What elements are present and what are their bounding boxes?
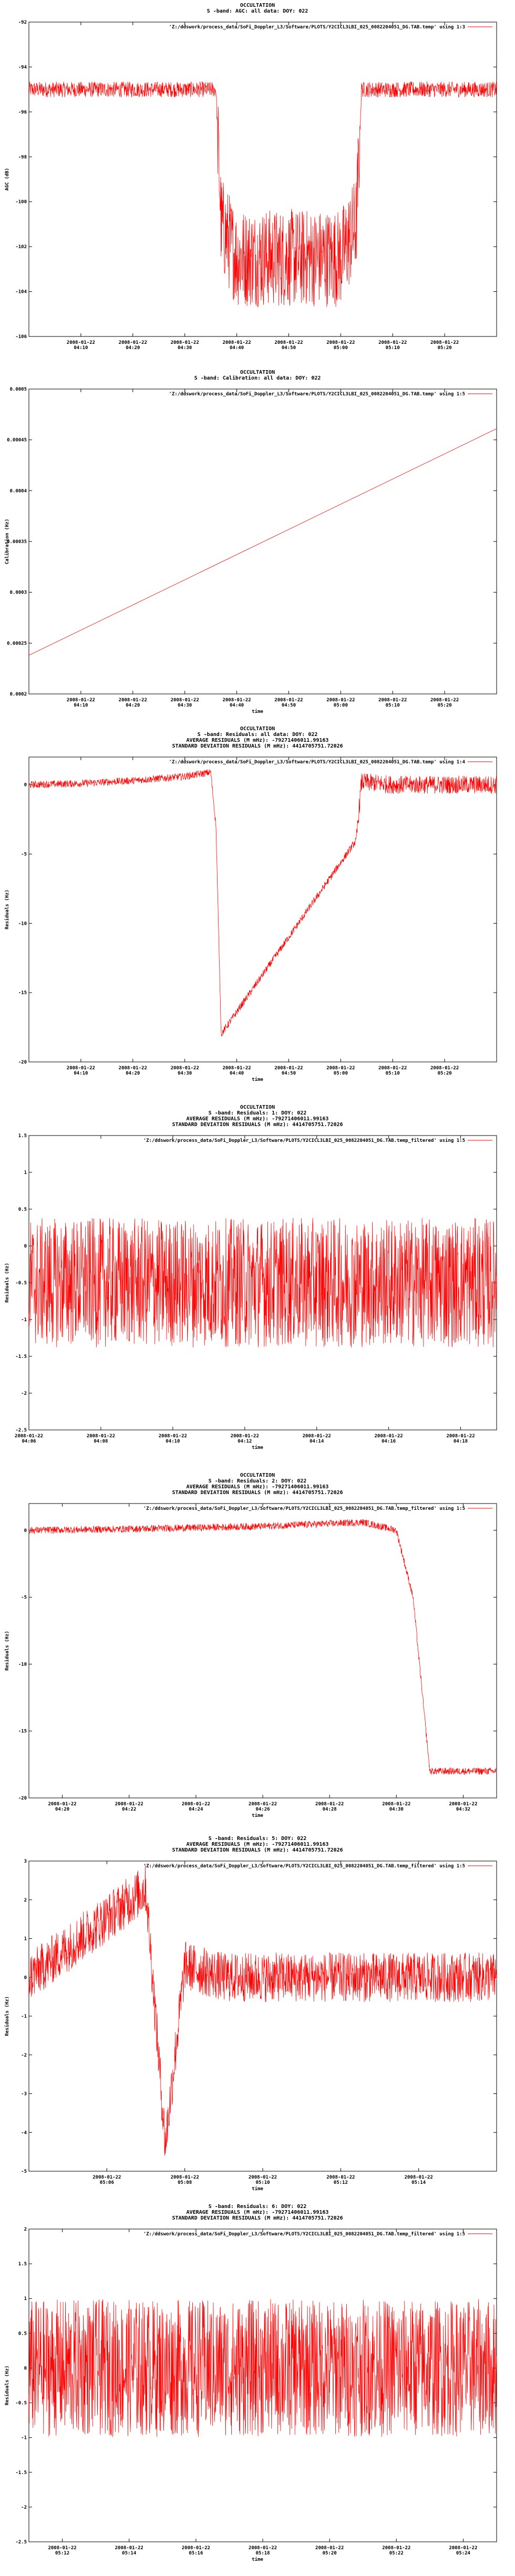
- legend-label: 'Z:/ddswork/process_data/SoFi_Doppler_L3/Software/PLOTS/Y2CICL3LBI_025_0082204051_DG.TAB.temp' using 1:3: [169, 25, 465, 30]
- x-tick-date: 2008-01-22: [170, 340, 199, 345]
- chart-title-line: STANDARD DEVIATION RESIDUALS (M mHz): 4414705751.72026: [172, 1490, 343, 1496]
- x-tick-date: 2008-01-22: [430, 1066, 459, 1071]
- x-tick-date: 2008-01-22: [248, 2546, 277, 2551]
- y-tick-label: -20: [18, 1796, 27, 1801]
- chart-title-line: S -band: Residuals: 1: DOY: 022: [208, 1110, 307, 1116]
- chart-panel-1: [5, 3, 497, 351]
- y-tick-label: -100: [15, 199, 27, 205]
- y-tick-label: 0: [24, 2366, 27, 2371]
- y-tick-label: -2: [21, 2505, 27, 2510]
- x-tick-time: 04:40: [230, 345, 244, 351]
- y-tick-label: -98: [18, 155, 27, 160]
- chart-title-line: OCCULTATION: [240, 726, 275, 732]
- x-tick-date: 2008-01-22: [66, 340, 95, 345]
- x-tick-time: 04:06: [22, 1439, 36, 1444]
- x-tick-time: 05:06: [99, 2180, 114, 2185]
- x-tick-time: 05:00: [333, 1071, 348, 1076]
- y-tick-label: -96: [18, 109, 27, 115]
- x-tick-date: 2008-01-22: [118, 698, 147, 703]
- legend-label: 'Z:/ddswork/process_data/SoFi_Doppler_L3/Software/PLOTS/Y2CICL3LBI_025_0082204051_DG.TAB.temp_filtered' using 1:5: [143, 2232, 465, 2237]
- x-tick-time: 04:18: [453, 1439, 468, 1444]
- x-tick-time: 05:12: [333, 2180, 348, 2185]
- legend-label: 'Z:/ddswork/process_data/SoFi_Doppler_L3/Software/PLOTS/Y2CICL3LBI_025_0082204051_DG.TAB.temp' using 1:4: [169, 760, 465, 765]
- plot-frame: [29, 1504, 497, 1798]
- y-tick-label: -1: [21, 2435, 27, 2441]
- chart-panel-2: [4, 370, 497, 714]
- y-tick-label: 1: [24, 1936, 27, 1942]
- x-tick-date: 2008-01-22: [170, 698, 199, 703]
- x-tick-date: 2008-01-22: [326, 2175, 355, 2180]
- x-tick-time: 05:20: [437, 1071, 452, 1076]
- x-axis-label: time: [252, 1813, 263, 1818]
- x-tick-date: 2008-01-22: [86, 1434, 116, 1439]
- y-tick-label: 0.0005: [9, 387, 27, 392]
- y-tick-label: 0.00035: [7, 539, 27, 545]
- x-tick-time: 04:20: [126, 703, 140, 708]
- x-tick-time: 04:14: [310, 1439, 324, 1444]
- x-tick-time: 04:10: [74, 703, 88, 708]
- x-tick-time: 04:50: [281, 703, 296, 708]
- x-tick-date: 2008-01-22: [181, 1802, 210, 1807]
- x-tick-date: 2008-01-22: [315, 1802, 344, 1807]
- y-tick-label: 0.5: [18, 1207, 27, 1212]
- y-tick-label: -106: [15, 334, 27, 340]
- x-tick-date: 2008-01-22: [222, 340, 251, 345]
- chart-title-line: S -band: AGC: all data: DOY: 022: [207, 8, 308, 14]
- y-tick-label: -92: [18, 20, 27, 25]
- x-tick-date: 2008-01-22: [170, 1066, 199, 1071]
- y-tick-label: -5: [21, 2169, 27, 2174]
- y-tick-label: -5: [21, 1595, 27, 1601]
- x-tick-date: 2008-01-22: [48, 2546, 77, 2551]
- x-tick-time: 04:16: [382, 1439, 396, 1444]
- legend-label: 'Z:/ddswork/process_data/SoFi_Doppler_L3/Software/PLOTS/Y2CICL3LBI_025_0082204051_DG.TAB.temp_filtered' using 1:5: [143, 1138, 465, 1143]
- y-tick-label: 0: [24, 1528, 27, 1534]
- x-tick-date: 2008-01-22: [248, 2175, 277, 2180]
- y-tick-label: -3: [21, 2091, 27, 2097]
- plot-frame: [29, 1861, 497, 2171]
- y-tick-label: -2.5: [15, 1428, 27, 1433]
- series-line: [29, 1865, 497, 2155]
- x-axis-label: time: [252, 1077, 263, 1082]
- x-tick-date: 2008-01-22: [274, 698, 303, 703]
- chart-title-line: AVERAGE RESIDUALS (M mHz): -79271406011.99163: [186, 1842, 329, 1847]
- x-tick-date: 2008-01-22: [274, 340, 303, 345]
- x-tick-date: 2008-01-22: [115, 2546, 143, 2551]
- x-tick-date: 2008-01-22: [449, 1802, 478, 1807]
- x-tick-time: 04:30: [178, 1071, 192, 1076]
- y-tick-label: 0: [24, 1244, 27, 1249]
- y-tick-label: -102: [15, 244, 27, 250]
- plot-frame: [29, 757, 497, 1062]
- chart-title-line: S -band: Residuals: all data: DOY: 022: [197, 732, 318, 738]
- x-tick-time: 04:08: [94, 1439, 108, 1444]
- chart-title-line: STANDARD DEVIATION RESIDUALS (M mHz): 4414705751.72026: [172, 2215, 343, 2221]
- y-tick-label: 0.00025: [7, 641, 27, 647]
- y-tick-label: -104: [15, 289, 27, 295]
- chart-panel-3: [4, 726, 497, 1082]
- y-tick-label: 0.0003: [9, 590, 27, 596]
- x-tick-time: 05:14: [122, 2551, 137, 2556]
- y-tick-label: -1.5: [15, 1354, 27, 1359]
- y-axis-label: Calibration (Hz): [5, 518, 10, 565]
- x-tick-date: 2008-01-22: [222, 698, 251, 703]
- legend-label: 'Z:/ddswork/process_data/SoFi_Doppler_L3/Software/PLOTS/Y2CICL3LBI_025_0082204051_DG.TAB.temp_filtered' using 1:5: [143, 1864, 465, 1869]
- x-tick-time: 04:40: [230, 703, 244, 708]
- y-tick-label: 0: [24, 782, 27, 788]
- plot-frame: [29, 389, 497, 694]
- x-tick-time: 05:10: [385, 345, 400, 351]
- x-tick-date: 2008-01-22: [66, 698, 95, 703]
- chart-title-line: S -band: Calibration: all data: DOY: 022: [194, 375, 321, 381]
- y-tick-label: -10: [18, 1662, 27, 1668]
- chart-title-line: S -band: Residuals: 6: DOY: 022: [208, 2204, 307, 2210]
- x-tick-date: 2008-01-22: [118, 340, 147, 345]
- y-tick-label: 1.5: [18, 1133, 27, 1139]
- x-axis-label: time: [252, 709, 263, 714]
- series-line: [29, 1519, 497, 1775]
- x-tick-time: 05:00: [333, 345, 348, 351]
- x-tick-date: 2008-01-22: [170, 2175, 199, 2180]
- y-tick-label: 0.5: [18, 2331, 27, 2337]
- x-tick-time: 04:28: [322, 1807, 337, 1812]
- x-tick-date: 2008-01-22: [378, 698, 407, 703]
- y-tick-label: 1: [24, 2296, 27, 2302]
- y-tick-label: -5: [21, 852, 27, 857]
- y-tick-label: -2: [21, 1391, 27, 1396]
- x-tick-time: 04:10: [74, 345, 88, 351]
- y-tick-label: 1.5: [18, 2262, 27, 2267]
- y-tick-label: 1: [24, 1170, 27, 1175]
- x-tick-time: 04:20: [55, 1807, 70, 1812]
- y-tick-label: -1: [21, 1317, 27, 1323]
- x-tick-date: 2008-01-22: [92, 2175, 121, 2180]
- x-tick-time: 05:16: [189, 2551, 203, 2556]
- x-tick-date: 2008-01-22: [404, 2175, 433, 2180]
- x-tick-time: 05:08: [178, 2180, 192, 2185]
- y-tick-label: -15: [18, 1729, 27, 1734]
- y-tick-label: -10: [18, 921, 27, 927]
- chart-title-line: AVERAGE RESIDUALS (M mHz): -79271406011.99163: [186, 1484, 329, 1490]
- x-tick-date: 2008-01-22: [118, 1066, 147, 1071]
- chart-title-line: OCCULTATION: [240, 370, 275, 375]
- x-tick-date: 2008-01-22: [430, 340, 459, 345]
- chart-title-line: STANDARD DEVIATION RESIDUALS (M mHz): 4414705751.72026: [172, 1847, 343, 1853]
- x-tick-date: 2008-01-22: [382, 1802, 411, 1807]
- series-line: [29, 2299, 497, 2437]
- x-tick-date: 2008-01-22: [181, 2546, 210, 2551]
- x-tick-time: 04:20: [126, 345, 140, 351]
- x-tick-time: 05:10: [255, 2180, 270, 2185]
- chart-panel-6: [4, 1835, 497, 2192]
- x-axis-label: time: [252, 2186, 263, 2192]
- y-tick-label: -0.5: [15, 1281, 27, 1286]
- y-axis-label: Residuals (Hz): [5, 1631, 10, 1671]
- x-tick-date: 2008-01-22: [378, 340, 407, 345]
- x-tick-date: 2008-01-22: [66, 1066, 95, 1071]
- x-tick-date: 2008-01-22: [302, 1434, 331, 1439]
- x-tick-time: 05:10: [385, 1071, 400, 1076]
- chart-title-line: S -band: Residuals: 5: DOY: 022: [208, 1836, 307, 1842]
- y-axis-label: Residuals (Hz): [5, 1263, 10, 1303]
- x-tick-time: 05:10: [385, 703, 400, 708]
- y-tick-label: 0.00045: [7, 437, 27, 443]
- chart-title-line: STANDARD DEVIATION RESIDUALS (M mHz): 4414705751.72026: [172, 1122, 343, 1128]
- y-tick-label: -4: [21, 2130, 27, 2136]
- x-tick-time: 04:10: [74, 1071, 88, 1076]
- x-tick-time: 04:12: [238, 1439, 252, 1444]
- plot-frame: [29, 22, 497, 336]
- x-tick-date: 2008-01-22: [326, 698, 355, 703]
- x-tick-time: 04:20: [126, 1071, 140, 1076]
- y-tick-label: -1: [21, 2014, 27, 2019]
- x-tick-time: 05:20: [437, 703, 452, 708]
- chart-panel-7: [4, 2203, 497, 2562]
- y-axis-label: Residuals (Hz): [5, 890, 10, 929]
- y-tick-label: -1.5: [15, 2470, 27, 2476]
- y-tick-label: -2: [21, 2052, 27, 2058]
- chart-title-line: AVERAGE RESIDUALS (M mHz): -79271406011.99163: [186, 738, 329, 743]
- x-tick-time: 04:30: [178, 703, 192, 708]
- x-tick-time: 05:22: [389, 2551, 404, 2556]
- x-tick-date: 2008-01-22: [430, 698, 459, 703]
- x-tick-date: 2008-01-22: [382, 2546, 411, 2551]
- x-tick-date: 2008-01-22: [326, 1066, 355, 1071]
- series-line: [29, 81, 497, 307]
- y-tick-label: -94: [18, 65, 27, 70]
- x-tick-date: 2008-01-22: [115, 1802, 143, 1807]
- chart-title-line: OCCULTATION: [240, 3, 275, 8]
- y-axis-label: AGC (dB): [5, 168, 10, 191]
- x-tick-time: 04:30: [389, 1807, 404, 1812]
- chart-panel-4: [4, 1105, 497, 1450]
- y-tick-label: -15: [18, 990, 27, 996]
- x-tick-date: 2008-01-22: [326, 340, 355, 345]
- x-tick-date: 2008-01-22: [248, 1802, 277, 1807]
- chart-title-line: OCCULTATION: [240, 1105, 275, 1110]
- x-tick-date: 2008-01-22: [14, 1434, 44, 1439]
- x-axis-label: time: [252, 2557, 263, 2562]
- chart-title-line: S -band: Residuals: 2: DOY: 022: [208, 1478, 307, 1484]
- x-tick-date: 2008-01-22: [374, 1434, 403, 1439]
- y-tick-label: 2: [24, 1897, 27, 1903]
- x-tick-time: 05:20: [322, 2551, 337, 2556]
- y-tick-label: 2: [24, 2227, 27, 2232]
- y-tick-label: 0.0004: [9, 488, 27, 494]
- chart-title-line: AVERAGE RESIDUALS (M mHz): -79271406011.99163: [186, 2210, 329, 2215]
- x-tick-date: 2008-01-22: [378, 1066, 407, 1071]
- x-tick-date: 2008-01-22: [274, 1066, 303, 1071]
- x-tick-time: 04:26: [255, 1807, 270, 1812]
- x-tick-time: 05:20: [437, 345, 452, 351]
- chart-title-line: OCCULTATION: [240, 1473, 275, 1478]
- x-tick-time: 04:50: [281, 1071, 296, 1076]
- x-tick-date: 2008-01-22: [449, 2546, 478, 2551]
- x-tick-date: 2008-01-22: [315, 2546, 344, 2551]
- chart-panel-5: [4, 1473, 497, 1818]
- y-tick-label: 3: [24, 1859, 27, 1864]
- x-axis-label: time: [252, 1445, 263, 1450]
- y-tick-label: -20: [18, 1060, 27, 1065]
- x-tick-time: 05:18: [255, 2551, 270, 2556]
- x-tick-time: 05:12: [55, 2551, 70, 2556]
- series-line: [29, 428, 497, 655]
- x-tick-date: 2008-01-22: [230, 1434, 259, 1439]
- y-tick-label: -0.5: [15, 2400, 27, 2406]
- x-tick-time: 04:32: [456, 1807, 470, 1812]
- y-tick-label: 0: [24, 1975, 27, 1981]
- series-line: [29, 1218, 497, 1347]
- x-tick-date: 2008-01-22: [158, 1434, 187, 1439]
- chart-title-line: AVERAGE RESIDUALS (M mHz): -79271406011.99163: [186, 1116, 329, 1122]
- x-tick-time: 04:30: [178, 345, 192, 351]
- y-axis-label: Residuals (Hz): [5, 2365, 10, 2406]
- x-tick-time: 05:24: [456, 2551, 470, 2556]
- x-tick-time: 05:00: [333, 703, 348, 708]
- x-tick-time: 05:14: [411, 2180, 426, 2185]
- x-tick-time: 04:50: [281, 345, 296, 351]
- x-tick-time: 04:10: [166, 1439, 180, 1444]
- series-line: [29, 769, 497, 1036]
- legend-label: 'Z:/ddswork/process_data/SoFi_Doppler_L3/Software/PLOTS/Y2CICL3LBI_025_0082204051_DG.TAB.temp' using 1:5: [169, 392, 465, 397]
- chart-title-line: STANDARD DEVIATION RESIDUALS (M mHz): 4414705751.72026: [172, 743, 343, 749]
- x-tick-time: 04:40: [230, 1071, 244, 1076]
- x-tick-date: 2008-01-22: [446, 1434, 475, 1439]
- y-tick-label: -2.5: [15, 2540, 27, 2545]
- y-axis-label: Residuals (Hz): [5, 1996, 10, 2036]
- y-tick-label: 0.0002: [9, 692, 27, 697]
- x-tick-time: 04:24: [189, 1807, 203, 1812]
- x-tick-date: 2008-01-22: [222, 1066, 251, 1071]
- legend-label: 'Z:/ddswork/process_data/SoFi_Doppler_L3/Software/PLOTS/Y2CICL3LBI_025_0082204051_DG.TAB.temp_filtered' using 1:5: [143, 1506, 465, 1511]
- x-tick-time: 04:22: [122, 1807, 137, 1812]
- x-tick-date: 2008-01-22: [48, 1802, 77, 1807]
